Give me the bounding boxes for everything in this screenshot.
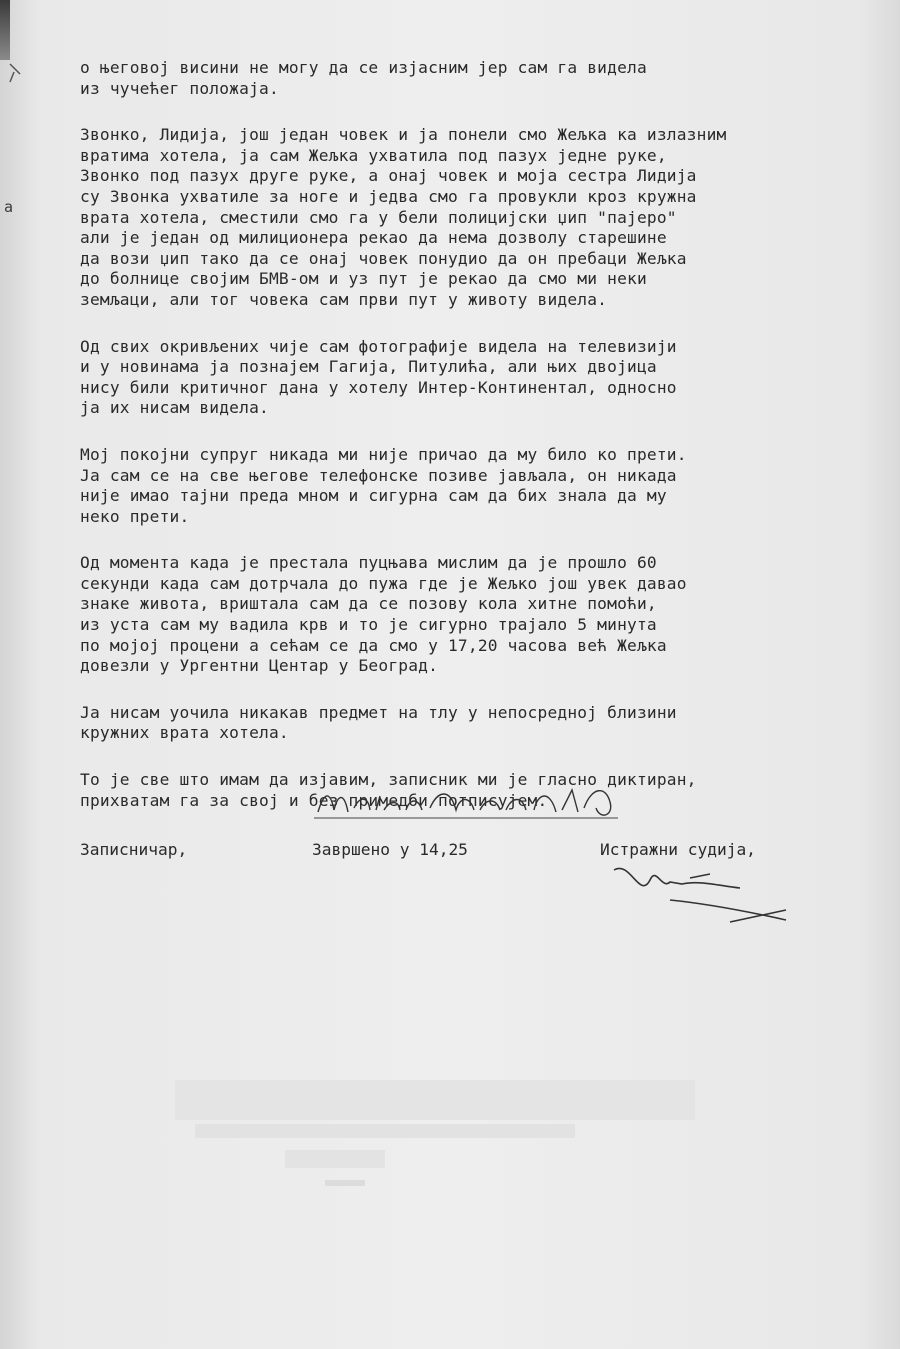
text-line: из чучећег положаја. [80, 78, 279, 98]
text-line: То је све што имам да изјавим, записник ми је гласно диктиран, [80, 770, 697, 790]
statement-paragraph [80, 58, 870, 99]
text-line: довезли у Ургентни Центар у Београд. [80, 656, 439, 676]
text-line: Ја сам се на све његове телефонске позиве јављала, он никада [80, 465, 677, 485]
faded-background-stamp [175, 1070, 695, 1190]
text-line: али је један од милиционера рекао да нема дозволу старешине [80, 228, 667, 248]
statement-paragraph [80, 337, 870, 419]
text-line: земљаци, али тог човека сам први пут у животу видела. [80, 289, 608, 309]
text-line: по мојој процени а сећам се да смо у 17,20 часова већ Жељка [80, 635, 667, 655]
text-line: знаке живота, вриштала сам да се позову кола хитне помоћи, [80, 594, 657, 614]
text-line: није имао тајни преда мном и сигурна сам да бих знала да му [80, 486, 667, 506]
margin-mark-icon [8, 62, 22, 84]
text-line: прихватам га за свој и без примедби потписујем. [80, 790, 548, 810]
completion-time: Завршено у 14,25 [312, 840, 468, 859]
judge-label: Истражни судија, [600, 840, 756, 859]
statement-paragraph [80, 703, 870, 744]
text-line: неко прети. [80, 506, 190, 526]
text-line: Звонко под пазух друге руке, а онај човек и моја сестра Лидија [80, 166, 697, 186]
statement-paragraph [80, 553, 870, 677]
text-line: су Звонка ухватиле за ноге и једва смо га провукли кроз кружна [80, 186, 697, 206]
text-line: до болнице својим БМВ-ом и уз пут је рекао да смо ми неки [80, 269, 647, 289]
text-line: Од момента када је престала пуцњава мислим да је прошло 60 [80, 553, 657, 573]
recorder-label: Записничар, [80, 840, 188, 859]
statement-paragraph [80, 445, 870, 527]
judge-signature-icon [610, 860, 790, 930]
text-line: из уста сам му вадила крв и то је сигурно трајало 5 минута [80, 615, 657, 635]
text-line: Мој покојни супруг никада ми није причао да му било ко прети. [80, 444, 687, 464]
text-line: и у новинама ја познајем Гагија, Питулића, али њих двојица [80, 357, 657, 377]
text-line: Од свих окривљених чије сам фотографије видела на телевизији [80, 336, 677, 356]
text-line: ја их нисам видела. [80, 398, 269, 418]
text-line: кружних врата хотела. [80, 723, 289, 743]
text-line: да вози џип тако да се онај човек понудио да он пребаци Жељка [80, 248, 687, 268]
text-line: вратима хотела, ја сам Жељка ухватила под пазух једне руке, [80, 145, 667, 165]
text-line: Ја нисам уочила никакав предмет на тлу у непосредној близини [80, 702, 677, 722]
text-line: секунди када сам дотрчала до пужа где је Жељко још увек давао [80, 573, 687, 593]
statement-body [80, 58, 870, 837]
margin-character: а [4, 198, 14, 216]
statement-paragraph [80, 125, 870, 310]
text-line: о његовој висини не могу да се изјасним јер сам га видела [80, 58, 647, 77]
text-line: Звонко, Лидија, још један човек и ја понели смо Жељка ка излазним [80, 125, 727, 145]
text-line: нису били критичног дана у хотелу Интер-Континентал, односно [80, 377, 677, 397]
scan-edge-shadow [0, 0, 10, 60]
text-line: врата хотела, сместили смо га у бели полицијски џип "пајеро" [80, 207, 677, 227]
witness-signature-icon [310, 782, 630, 826]
